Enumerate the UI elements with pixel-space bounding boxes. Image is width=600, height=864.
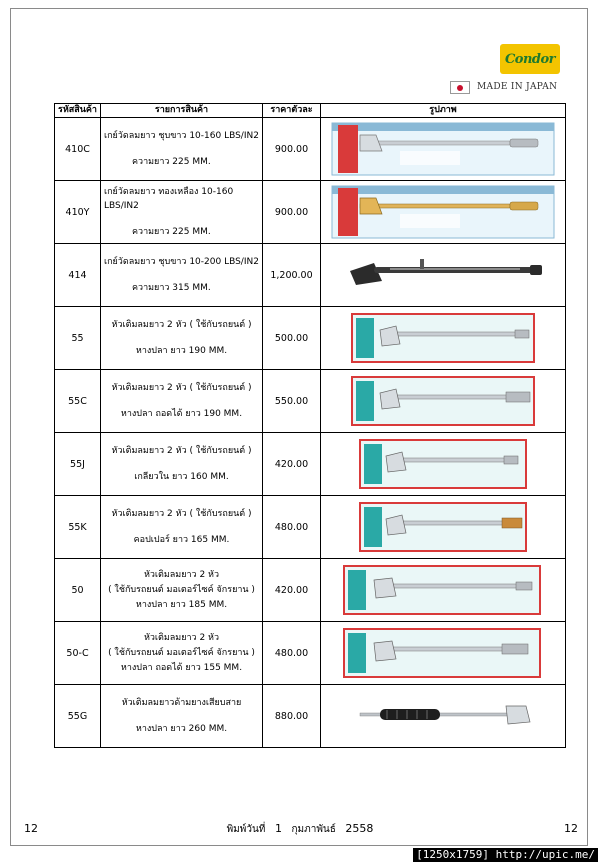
product-price: 480.00 <box>263 622 321 685</box>
table-row <box>55 559 566 622</box>
table-row <box>55 244 566 307</box>
description-line: คอปเปอร์ ยาว 165 MM. <box>133 535 230 545</box>
print-date-label: พิมพ์วันที่ <box>226 824 266 835</box>
table-row <box>55 496 566 559</box>
description-line: หางปลา ยาว 185 MM. <box>135 599 228 610</box>
product-description <box>101 181 263 244</box>
description-line: เกย์วัดลมยาว ชุบขาว 10-160 LBS/IN2 <box>104 131 259 141</box>
product-image-cell <box>321 496 566 559</box>
product-price: 420.00 <box>263 559 321 622</box>
product-image-cell <box>321 433 566 496</box>
tire-gauge-product-image <box>330 184 556 240</box>
product-image-cell <box>321 181 566 244</box>
description-line: ความยาว 225 MM. <box>132 227 211 237</box>
product-code: 55 <box>55 307 101 370</box>
tire-air-chuck-product-image <box>330 562 556 618</box>
description-line: ( ใช้กับรถยนต์ มอเตอร์ไซค์ จักรยาน ) <box>108 584 255 595</box>
product-image-cell <box>321 559 566 622</box>
table-row <box>55 433 566 496</box>
header-image: รูปภาพ <box>321 104 566 118</box>
header-price: ราคาตัวละ <box>263 104 321 118</box>
product-image-cell <box>321 622 566 685</box>
product-image-cell <box>321 307 566 370</box>
product-price: 500.00 <box>263 307 321 370</box>
print-date-year: 2558 <box>345 822 374 835</box>
product-price: 550.00 <box>263 370 321 433</box>
tire-gauge-product-image <box>330 247 556 303</box>
description-line: หัวเติมลมยาว 2 หัว <box>143 632 220 643</box>
product-description <box>101 622 263 685</box>
product-table <box>54 103 566 748</box>
tire-air-chuck-product-image <box>330 499 556 555</box>
table-row <box>55 181 566 244</box>
image-host-watermark: [1250x1759] http://upic.me/ <box>413 848 598 862</box>
description-line: หางปลา ถอดได้ ยาว 190 MM. <box>120 409 243 419</box>
table-row <box>55 685 566 748</box>
product-description <box>101 244 263 307</box>
tire-air-chuck-product-image <box>330 373 556 429</box>
product-image-cell <box>321 244 566 307</box>
tire-air-chuck-product-image <box>330 688 556 744</box>
product-description <box>101 307 263 370</box>
description-line: หางปลา ยาว 260 MM. <box>135 724 228 734</box>
description-line: หัวเติมลมยาว 2 หัว ( ใช้กับรถยนต์ ) <box>111 509 252 519</box>
description-line: หัวเติมลมยาว 2 หัว ( ใช้กับรถยนต์ ) <box>111 320 252 330</box>
brand-logo-text: Condor <box>504 51 556 67</box>
product-code: 50-C <box>55 622 101 685</box>
brand-logo <box>500 44 560 74</box>
description-line: หัวเติมลมยาว 2 หัว ( ใช้กับรถยนต์ ) <box>111 446 252 456</box>
print-date-day: 1 <box>274 822 282 835</box>
made-in-label: MADE IN JAPAN <box>477 82 558 92</box>
product-description <box>101 433 263 496</box>
product-description <box>101 118 263 181</box>
header-item: รายการสินค้า <box>101 104 263 118</box>
product-code: 55J <box>55 433 101 496</box>
product-price: 900.00 <box>263 181 321 244</box>
page-number-right: 12 <box>564 822 578 835</box>
tire-gauge-product-image <box>330 121 556 177</box>
description-line: หัวเติมลมยาว 2 หัว ( ใช้กับรถยนต์ ) <box>111 383 252 393</box>
product-code: 55G <box>55 685 101 748</box>
product-description <box>101 559 263 622</box>
table-row <box>55 307 566 370</box>
made-in-japan-badge <box>450 80 557 94</box>
product-price: 880.00 <box>263 685 321 748</box>
product-price: 480.00 <box>263 496 321 559</box>
product-code: 55C <box>55 370 101 433</box>
page-number-left: 12 <box>24 822 38 835</box>
description-line: เกย์วัดลมยาว ชุบขาว 10-200 LBS/IN2 <box>104 257 259 267</box>
description-line: หัวเติมลมยาว 2 หัว <box>143 569 220 580</box>
product-code: 414 <box>55 244 101 307</box>
tire-air-chuck-product-image <box>330 625 556 681</box>
description-line: ( ใช้กับรถยนต์ มอเตอร์ไซค์ จักรยาน ) <box>108 647 255 658</box>
table-row <box>55 622 566 685</box>
product-code: 55K <box>55 496 101 559</box>
product-image-cell <box>321 685 566 748</box>
header-code: รหัสสินค้า <box>55 104 101 118</box>
description-line: เกลียวใน ยาว 160 MM. <box>134 472 229 482</box>
description-line: หางปลา ถอดได้ ยาว 155 MM. <box>120 662 243 673</box>
print-date-month: กุมภาพันธ์ <box>291 824 336 835</box>
tire-air-chuck-product-image <box>330 436 556 492</box>
table-header-row <box>55 104 566 118</box>
product-image-cell <box>321 118 566 181</box>
description-line: ความยาว 315 MM. <box>132 283 211 293</box>
description-line: เกย์วัดลมยาว ทองเหลือง 10-160 LBS/IN2 <box>104 187 234 211</box>
product-price: 900.00 <box>263 118 321 181</box>
japan-flag-icon <box>450 81 470 94</box>
tire-air-chuck-product-image <box>330 310 556 366</box>
print-date <box>0 822 600 837</box>
product-code: 50 <box>55 559 101 622</box>
product-description <box>101 370 263 433</box>
product-code: 410Y <box>55 181 101 244</box>
product-description <box>101 685 263 748</box>
description-line: ความยาว 225 MM. <box>132 157 211 167</box>
product-image-cell <box>321 370 566 433</box>
product-price: 1,200.00 <box>263 244 321 307</box>
description-line: หางปลา ยาว 190 MM. <box>135 346 228 356</box>
product-price: 420.00 <box>263 433 321 496</box>
product-code: 410C <box>55 118 101 181</box>
description-line: หัวเติมลมยาวด้ามยางเสียบสาย <box>121 698 242 708</box>
product-description <box>101 496 263 559</box>
table-row <box>55 118 566 181</box>
table-row <box>55 370 566 433</box>
